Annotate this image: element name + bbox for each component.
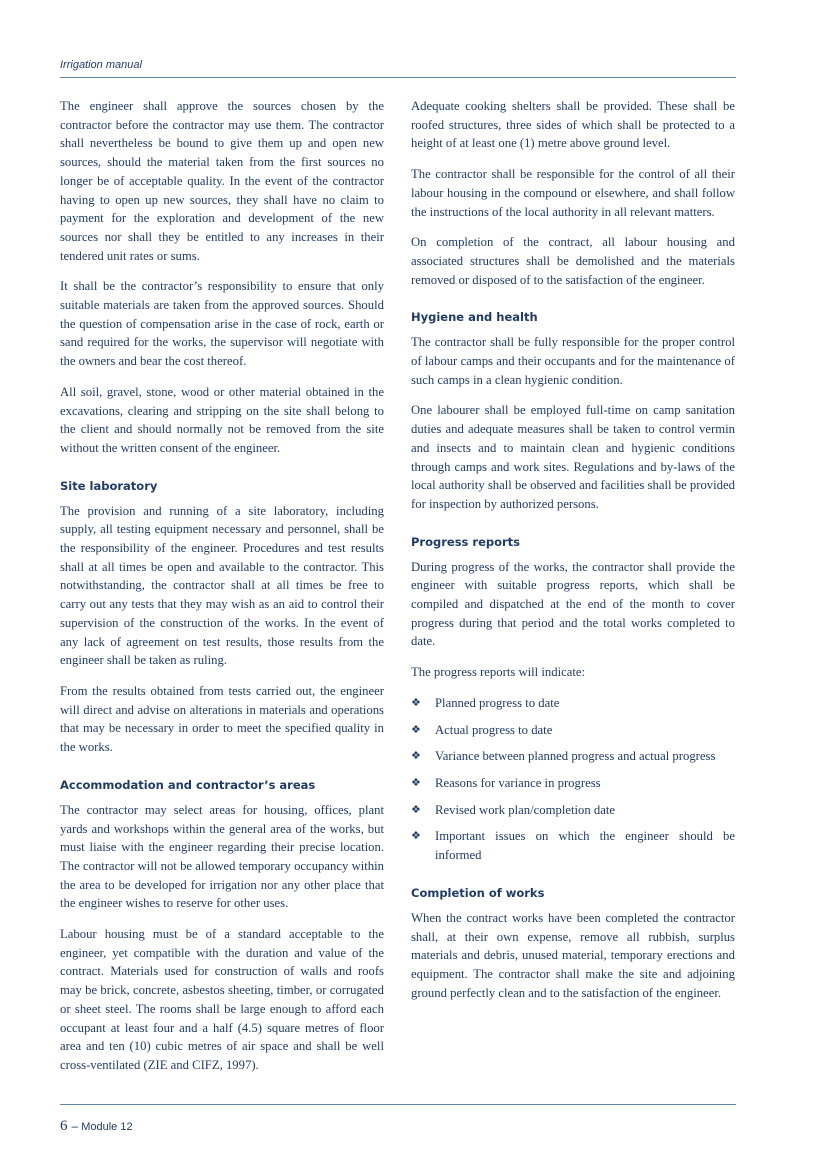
paragraph: The provision and running of a site laboratory, including supply, all testing equipment necessary and personnel, shall be the responsibility of the engineer. Procedures and test results shall at all times be open and available to the contractor. This notwithstanding, the contractor shall at all times be free to carry out any tests that they may wish as an aid to control their supervision of the construction of the works. In the event of any lack of agreement on test results, those results from the engineer shall be taken as ruling. <box>60 503 384 668</box>
paragraph: The engineer shall approve the sources chosen by the contractor before the contractor may use them. The contractor shall nevertheless be bound to give them up and open new sources, should the material taken from the first sources no longer be of acceptable quality. In the event of the contractor having to open up new sources, they shall have no claim to payment for the exploration and development of the new sources nor shall they be entitled to any increases in their tendered unit rates or sums. <box>60 99 384 263</box>
progress-report-list <box>411 694 735 865</box>
paragraph: Adequate cooking shelters shall be provided. These shall be roofed structures, three sides of which shall be protected to a height of at least one (1) metre above ground level. <box>411 99 735 151</box>
paragraph: All soil, gravel, stone, wood or other material obtained in the excavations, clearing and stripping on the site shall belong to the client and should normally not be removed from the site without the written consent of the engineer. <box>60 384 384 455</box>
section-heading-hygiene: Hygiene and health <box>411 310 538 325</box>
list-item: ❖ Reasons for variance in progress <box>411 774 735 793</box>
paragraph: During progress of the works, the contractor shall provide the engineer with suitable progress reports, which shall be compiled and dispatched at the end of the month to cover progress during that period and the total works completed to date. <box>411 559 735 649</box>
footer-dash: – <box>71 1119 79 1133</box>
left-column <box>60 97 384 1087</box>
paragraph: On completion of the contract, all labour housing and associated structures shall be demolished and the materials removed or disposed of to the satisfaction of the engineer. <box>411 235 735 287</box>
list-item: ❖ Important issues on which the engineer should be informed <box>411 829 735 863</box>
diamond-bullet-icon: ❖ <box>411 829 421 843</box>
paragraph: The contractor shall be responsible for the control of all their labour housing in the compound or elsewhere, and shall follow the instructions of the local authority in all relevant matters. <box>411 167 735 219</box>
paragraph: The progress reports will indicate: <box>411 665 586 680</box>
section-heading-completion: Completion of works <box>411 885 545 900</box>
paragraph: When the contract works have been completed the contractor shall, at their own expense, remove all rubbish, surplus materials and debris, unused material, temporary erections and equipment. The contractor shall make the site and adjoining ground perfectly clean and to the satisfaction of the engineer. <box>411 910 735 1000</box>
list-item: ❖ Actual progress to date <box>411 721 735 740</box>
page-number: 6 <box>60 1118 68 1134</box>
right-column <box>411 97 735 1014</box>
list-item: ❖ Planned progress to date <box>411 694 735 713</box>
paragraph: Labour housing must be of a standard acceptable to the engineer, yet compatible with the duration and value of the contract. Materials used for construction of walls and roofs may be brick, concrete, asbestos sheeting, timber, or corrugated or sheet steel. The rooms shall be large enough to afford each occupant at least four and a half (4.5) square metres of floor area and ten (10) cubic metres of air space and shall be well cross-ventilated (ZIE and CIFZ, 1997). <box>60 927 384 1072</box>
diamond-bullet-icon: ❖ <box>411 802 421 816</box>
paragraph: The contractor may select areas for housing, offices, plant yards and workshops within the general area of the works, but must liaise with the engineer regarding their precise location. The contractor will not be allowed temporary occupancy within the area to be developed for irrigation nor any other place that the engineer wishes to reserve for other uses. <box>60 802 384 911</box>
module-label: Module 12 <box>81 1121 133 1133</box>
paragraph: It shall be the contractor’s responsibility to ensure that only suitable materials are taken from the approved sources. Should the question of compensation arise in the case of rock, earth or sand required for the works, the supervisor will negotiate with the owners and bear the cost thereof. <box>60 279 384 369</box>
diamond-bullet-icon: ❖ <box>411 775 421 789</box>
section-heading-progress-reports: Progress reports <box>411 534 521 549</box>
running-head: Irrigation manual <box>60 59 142 71</box>
page-footer <box>60 1117 133 1135</box>
list-item: ❖ Revised work plan/completion date <box>411 801 735 820</box>
diamond-bullet-icon: ❖ <box>411 722 421 736</box>
paragraph: One labourer shall be employed full-time on camp sanitation duties and adequate measures shall be taken to control vermin and insects and to maintain clean and hygienic conditions through camps and work sites. Regulations and by-laws of the local authority shall be observed and facilities shall be provided for inspection by authorized persons. <box>411 403 735 511</box>
section-heading-site-laboratory: Site laboratory <box>60 478 158 493</box>
list-item: ❖ Variance between planned progress and actual progress <box>411 747 735 766</box>
header-rule <box>60 77 736 78</box>
paragraph: From the results obtained from tests carried out, the engineer will direct and advise on alterations in materials and operations that may be necessary in order to meet the specified quality in the works. <box>60 683 384 755</box>
diamond-bullet-icon: ❖ <box>411 749 421 763</box>
paragraph: The contractor shall be fully responsible for the proper control of labour camps and their occupants and for the maintenance of such camps in a clean hygienic condition. <box>411 335 735 387</box>
section-heading-accommodation: Accommodation and contractor’s areas <box>60 777 316 792</box>
diamond-bullet-icon: ❖ <box>411 695 421 709</box>
footer-rule <box>60 1104 736 1105</box>
